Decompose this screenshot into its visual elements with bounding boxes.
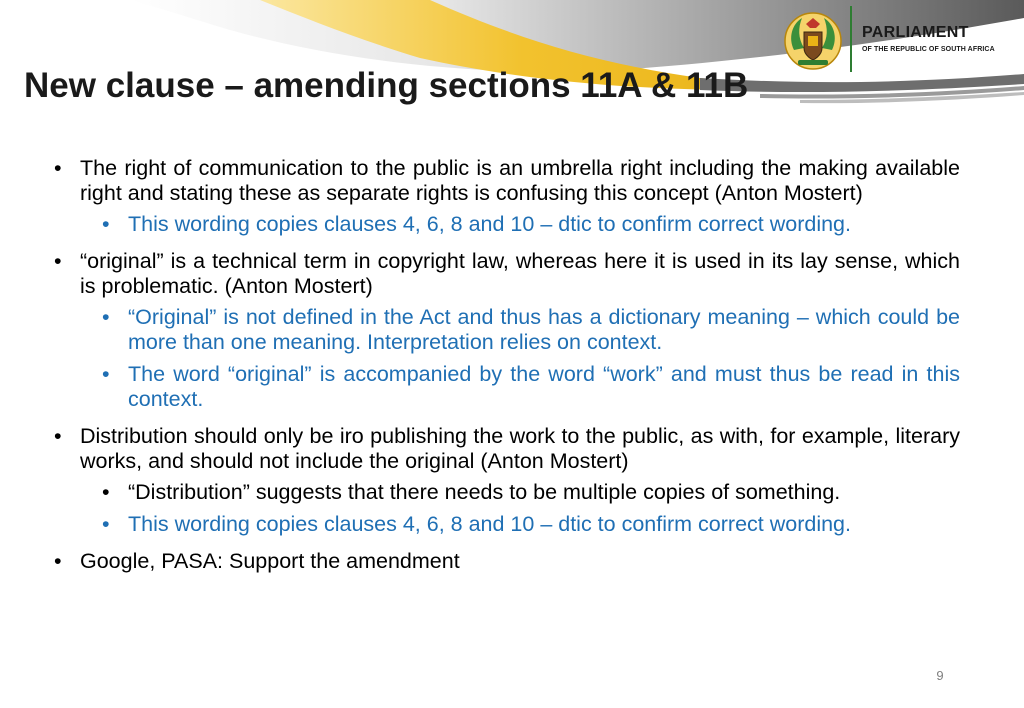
bullet-list (52, 156, 960, 574)
parliament-logo (778, 0, 1008, 80)
list-item-text: Google, PASA: Support the amendment (80, 549, 460, 573)
slide-title: New clause – amending sections 11A & 11B (24, 66, 749, 105)
bullet-icon: • (54, 424, 62, 448)
sub-list-item (52, 512, 960, 537)
bullet-icon: • (102, 305, 110, 329)
sub-list-item (52, 362, 960, 412)
sub-list-item (52, 305, 960, 355)
org-name: PARLIAMENT (862, 24, 969, 41)
logo-divider (850, 6, 852, 72)
sub-list-item (52, 480, 960, 505)
sub-list-item-text: “Distribution” suggests that there needs to be multiple copies of something. (128, 480, 841, 504)
list-item (52, 549, 960, 574)
bullet-icon: • (54, 249, 62, 273)
list-item-text: Distribution should only be iro publishing the work to the public, as with, for example, literary works, and should not include the original (Anton Mostert) (80, 424, 960, 473)
list-item-text: “original” is a technical term in copyright law, whereas here it is used in its lay sense, which is problematic. (Anton Mostert) (80, 249, 960, 298)
bullet-icon: • (102, 480, 110, 504)
sub-list-item-text: This wording copies clauses 4, 6, 8 and 10 – dtic to confirm correct wording. (128, 512, 851, 536)
org-subtitle: OF THE REPUBLIC OF SOUTH AFRICA (862, 46, 995, 53)
bullet-icon: • (54, 156, 62, 180)
coat-of-arms-icon (782, 10, 844, 72)
list-item-text: The right of communication to the public is an umbrella right including the making available right and stating these as separate rights is confusing this concept (Anton Mostert) (80, 156, 960, 205)
sub-list-item (52, 212, 960, 237)
bullet-icon: • (102, 362, 110, 386)
bullet-icon: • (54, 549, 62, 573)
list-item (52, 424, 960, 474)
bullet-icon: • (102, 512, 110, 536)
list-item (52, 249, 960, 299)
bullet-icon: • (102, 212, 110, 236)
sub-list-item-text: The word “original” is accompanied by the word “work” and must thus be read in this context. (128, 362, 960, 411)
page-number: 9 (936, 668, 944, 683)
list-item (52, 156, 960, 206)
sub-list-item-text: “Original” is not defined in the Act and thus has a dictionary meaning – which could be more than one meaning. Interpretation relies on context. (128, 305, 960, 354)
sub-list-item-text: This wording copies clauses 4, 6, 8 and 10 – dtic to confirm correct wording. (128, 212, 851, 236)
